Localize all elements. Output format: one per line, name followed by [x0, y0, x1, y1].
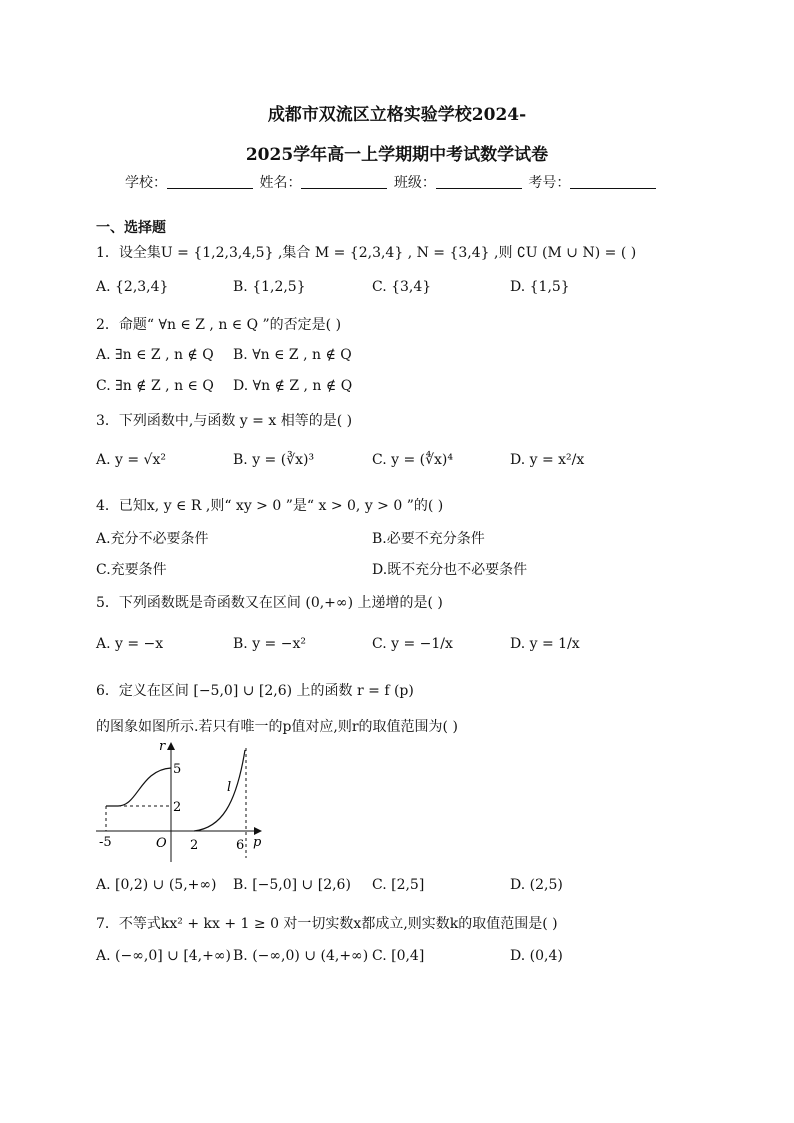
axis-r-label: r [159, 740, 166, 754]
section-heading: 一、选择题 [96, 220, 166, 236]
q4-option-c: C.充要条件 [96, 562, 167, 578]
q5-option-c: C. y = −1/x [372, 636, 453, 652]
q3-option-d: D. y = x²/x [510, 452, 585, 468]
q4-option-d: D.既不充分也不必要条件 [372, 562, 528, 578]
q7-option-c: C. [0,4] [372, 948, 425, 964]
q4-option-b: B.必要不充分条件 [372, 531, 485, 547]
q3-option-c: C. y = (∜x)⁴ [372, 452, 454, 468]
q7-option-a: A. (−∞,0] ∪ [4,+∞) [96, 948, 231, 964]
exam-title-line2: 2025学年高一上学期期中考试数学试卷 [245, 145, 549, 165]
tick-neg5: -5 [99, 835, 112, 850]
function-graph [96, 740, 268, 870]
tick-r5: 5 [173, 762, 182, 777]
asymptote-label: l [227, 780, 232, 795]
q6-option-c: C. [2,5] [372, 877, 425, 893]
q2-option-c: C. ∃n ∉ Z , n ∈ Q [96, 378, 214, 394]
q5-option-d: D. y = 1/x [510, 636, 580, 652]
question-7-stem: 7．不等式kx² + kx + 1 ≥ 0 对一切实数x都成立,则实数k的取值范围是( ) [96, 916, 558, 932]
q2-option-d: D. ∀n ∉ Z , n ∉ Q [233, 378, 353, 394]
q3-option-b: B. y = (∛x)³ [233, 452, 315, 468]
question-2-stem: 2．命题“ ∀n ∈ Z , n ∈ Q ”的否定是( ) [96, 317, 342, 333]
tick-p6: 6 [236, 838, 245, 853]
exam-title-line1: 成都市双流区立格实验学校2024- [267, 105, 527, 125]
school-blank[interactable] [167, 174, 253, 189]
info-line [125, 172, 658, 192]
axis-p-label: p [253, 835, 262, 850]
q1-option-d: D. {1,5} [510, 279, 570, 295]
q2-option-a: A. ∃n ∈ Z , n ∉ Q [96, 347, 214, 363]
left-curve [106, 768, 171, 806]
q6-option-d: D. (2,5) [510, 877, 563, 893]
question-3-stem: 3．下列函数中,与函数 y = x 相等的是( ) [96, 413, 353, 429]
question-5-stem: 5．下列函数既是奇函数又在区间 (0,+∞) 上递增的是( ) [96, 595, 443, 611]
question-6-stem-2: 的图象如图所示.若只有唯一的p值对应,则r的取值范围为( ) [96, 719, 458, 735]
school-label: 学校： [125, 175, 167, 191]
q7-option-b: B. (−∞,0) ∪ (4,+∞) [233, 948, 369, 964]
name-blank[interactable] [301, 174, 387, 189]
q1-option-b: B. {1,2,5} [233, 279, 306, 295]
number-label: 考号： [528, 175, 571, 191]
class-label: 班级： [393, 175, 436, 191]
q7-option-d: D. (0,4) [510, 948, 563, 964]
q2-option-b: B. ∀n ∈ Z , n ∉ Q [233, 347, 352, 363]
origin-label: O [156, 836, 167, 851]
q1-option-a: A. {2,3,4} [96, 279, 169, 295]
q1-option-c: C. {3,4} [372, 279, 432, 295]
name-label: 姓名： [259, 175, 302, 191]
q5-option-a: A. y = −x [96, 636, 164, 652]
number-blank[interactable] [570, 174, 656, 189]
q6-option-a: A. [0,2) ∪ (5,+∞) [96, 877, 217, 893]
right-curve [194, 750, 245, 831]
question-6-stem: 6．定义在区间 [−5,0] ∪ [2,6) 上的函数 r = f (p) [96, 683, 414, 699]
q6-option-b: B. [−5,0] ∪ [2,6) [233, 877, 351, 893]
class-blank[interactable] [436, 174, 522, 189]
question-1-stem: 1．设全集U = {1,2,3,4,5} ,集合 M = {2,3,4} , N = {3,4} ,则 ∁U (M ∪ N) = ( ) [96, 245, 637, 261]
q5-option-b: B. y = −x² [233, 636, 306, 652]
q3-option-a: A. y = √x² [96, 452, 166, 468]
tick-r2: 2 [173, 800, 182, 815]
q4-option-a: A.充分不必要条件 [96, 531, 209, 547]
question-4-stem: 4．已知x, y ∈ R ,则“ xy > 0 ”是“ x > 0, y > 0 ”的( ) [96, 498, 444, 514]
tick-p2: 2 [190, 838, 199, 853]
